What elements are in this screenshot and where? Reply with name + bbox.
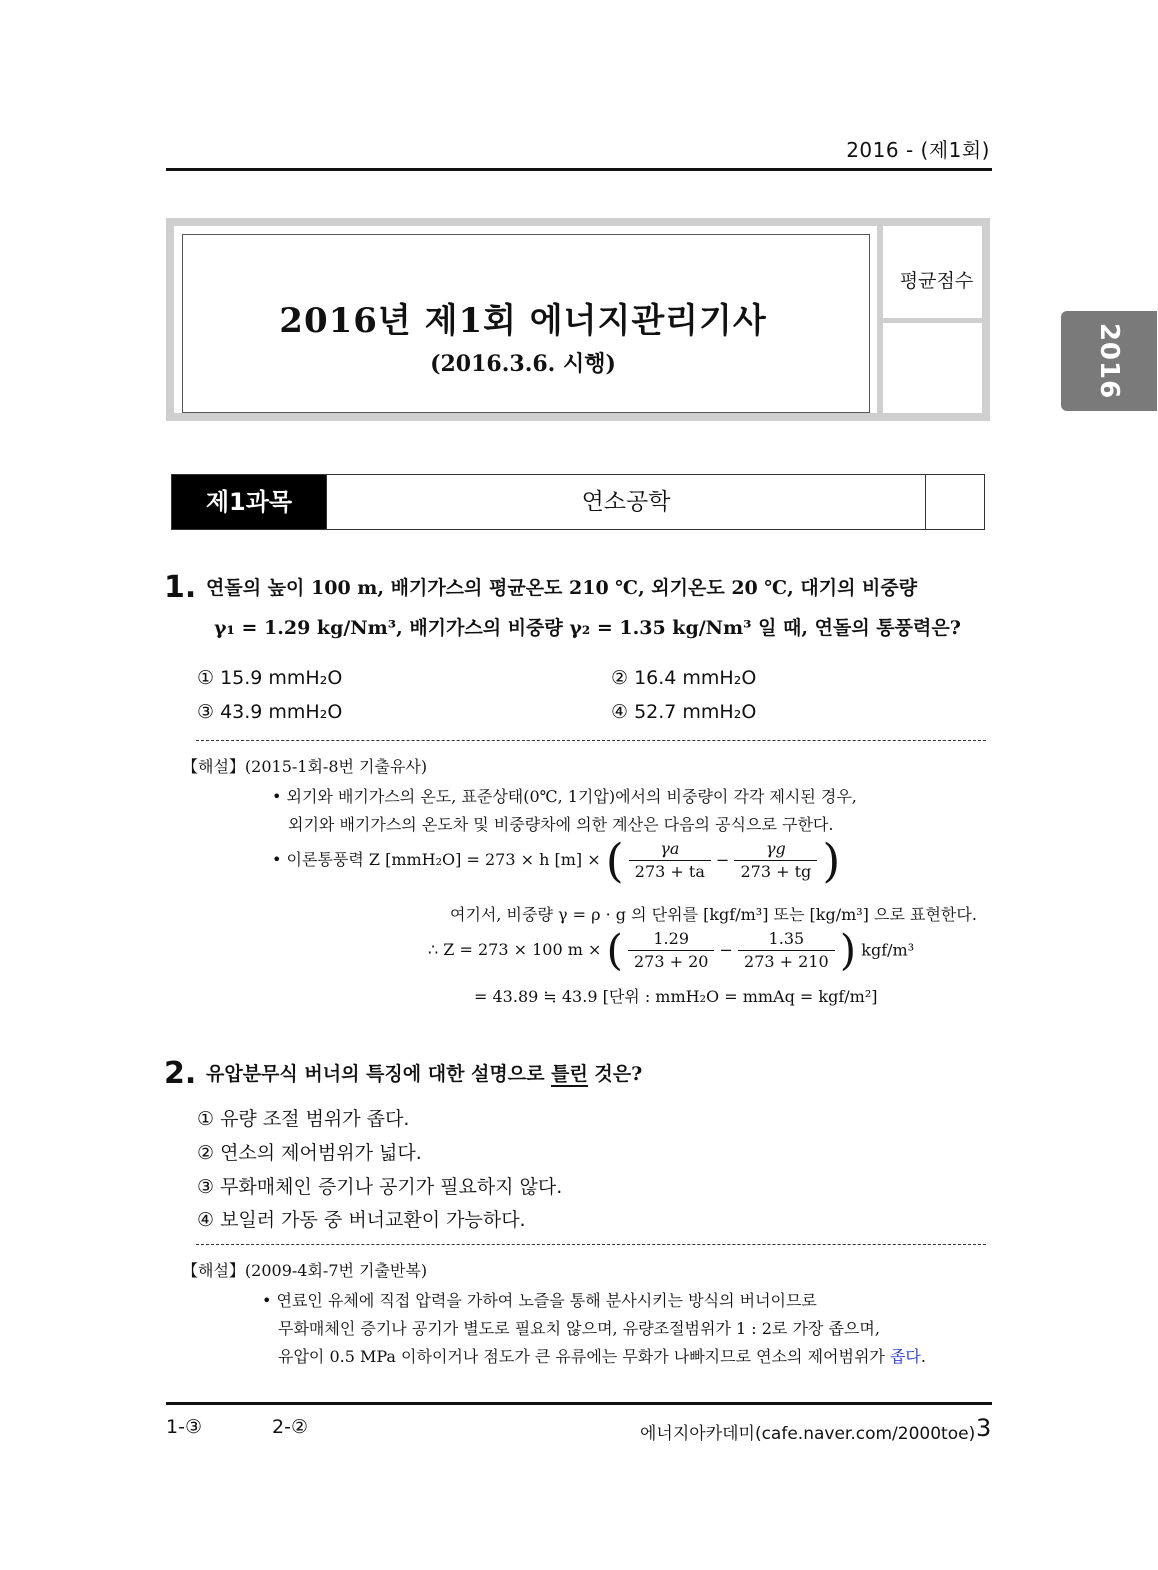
question-1-explanation-title: 【해설】(2015-1회-8번 기출유사): [182, 757, 428, 776]
subject-number: 제1과목: [172, 475, 326, 529]
question-1-note: 여기서, 비중량 γ = ρ · g 의 단위를 [kgf/m³] 또는 [kg/m³] 으로 표현한다.: [450, 905, 977, 924]
exam-label: 2016 - (제1회): [846, 138, 990, 162]
calc-paren-right: ): [839, 925, 857, 975]
answer-key-1: 1-③: [166, 1416, 202, 1438]
title-inner-frame: [182, 234, 870, 413]
question-1-number: 1.: [164, 570, 197, 605]
calc-lhs: ∴ Z = 273 × 100 m ×: [428, 940, 602, 959]
question-1-result: = 43.89 ≒ 43.9 [단위 : mmH₂O = mmAq = kgf/m²]: [474, 987, 878, 1006]
formula-paren-right: ): [822, 833, 841, 888]
highlighted-answer: 좁다: [889, 1347, 921, 1366]
subject-bar: [171, 474, 985, 530]
calc-fraction-1: $\frac{1.29}{273 + 20}$: [628, 928, 714, 973]
average-score-label: 평균점수: [899, 270, 974, 292]
title-box: [166, 218, 990, 421]
header-rule: [166, 168, 992, 171]
question-2-option-1: ① 유량 조절 범위가 좁다.: [197, 1108, 410, 1130]
question-2-text: 유압분무식 버너의 특징에 대한 설명으로 틀린 것은?: [206, 1063, 643, 1085]
question-2-option-3: ③ 무화매체인 증기나 공기가 필요하지 않다.: [197, 1176, 563, 1198]
question-1-option-3: ③ 43.9 mmH₂O: [197, 701, 343, 723]
calc-paren-left: (: [606, 925, 623, 975]
page-title: 2016년 제1회 에너지관리기사: [279, 301, 767, 341]
question-1-option-1: ① 15.9 mmH₂O: [197, 667, 343, 689]
calc-fraction-2: $\frac{1.35}{273 + 210}$: [738, 928, 835, 973]
question-2-option-4: ④ 보일러 가동 중 버너교환이 가능하다.: [197, 1209, 526, 1231]
question-1-calculation: ∴ Z = 273 × 100 m × ( $\frac{1.29}{273 + 20}$ − $\frac{1.35}{273 + 210}$ ) kgf/m³: [428, 925, 915, 975]
question-1-formula: • 이론통풍력 Z [mmH₂O] = 273 × h [m] × ( $\frac{\gamma a}{273 + ta}$ − $\frac{\gamma g}{273 + tg}$ ): [272, 833, 841, 888]
question-2-explanation-line-3: 유압이 0.5 MPa 이하이거나 점도가 큰 유류에는 무화가 나빠지므로 연소의 제어범위가 좁다.: [278, 1347, 926, 1366]
question-2-number: 2.: [164, 1056, 197, 1091]
formula-fraction-2: $\frac{\gamma g}{273 + tg}$: [734, 838, 817, 883]
footer-rule: [166, 1402, 992, 1405]
question-2-explanation-line-2: 무화매체인 증기나 공기가 별도로 필요치 않으며, 유량조절범위가 1 : 2로 가장 좁으며,: [278, 1319, 880, 1338]
formula-lhs: • 이론통풍력 Z [mmH₂O] = 273 × h [m] ×: [272, 850, 601, 869]
year-side-tab: [1061, 311, 1157, 411]
score-header-cell: [883, 226, 990, 323]
score-column: [877, 226, 990, 413]
calc-unit: kgf/m³: [861, 940, 915, 960]
question-1-option-2: ② 16.4 mmH₂O: [611, 667, 757, 689]
question-2-explanation-line-1: • 연료인 유체에 직접 압력을 가하여 노즐을 통해 분사시키는 방식의 버너이므로: [262, 1291, 817, 1310]
source-label: 에너지아카데미(cafe.naver.com/2000toe): [640, 1424, 976, 1444]
year-side-tab-label: 2016: [1094, 322, 1124, 400]
question-1-explanation-line-2: 외기와 배기가스의 온도차 및 비중량차에 의한 계산은 다음의 공식으로 구한다.: [288, 815, 834, 834]
question-1-explanation-line-1: • 외기와 배기가스의 온도, 표준상태(0℃, 1기압)에서의 비중량이 각각 제시된 경우,: [272, 787, 857, 806]
divider-dashed: [196, 1244, 986, 1245]
formula-paren-left: (: [605, 833, 624, 888]
question-1-line-1: 연돌의 높이 100 m, 배기가스의 평균온도 210 ℃, 외기온도 20 ℃, 대기의 비중량: [206, 577, 918, 599]
question-2-option-2: ② 연소의 제어범위가 넓다.: [197, 1142, 422, 1164]
question-1-option-4: ④ 52.7 mmH₂O: [611, 701, 757, 723]
question-2-emphasis: 틀린: [551, 1063, 588, 1085]
question-2-explanation-title: 【해설】(2009-4회-7번 기출반복): [182, 1261, 428, 1280]
subject-name: 연소공학: [326, 475, 926, 529]
divider-dashed: [196, 740, 986, 741]
formula-fraction-1: $\frac{\gamma a}{273 + ta}$: [629, 838, 711, 883]
answer-key-2: 2-②: [272, 1416, 308, 1438]
page-number: 3: [976, 1414, 992, 1442]
question-1-line-2: γ₁ = 1.29 kg/Nm³, 배기가스의 비중량 γ₂ = 1.35 kg/Nm³ 일 때, 연돌의 통풍력은?: [214, 617, 961, 639]
exam-date: (2016.3.6. 시행): [430, 351, 616, 377]
